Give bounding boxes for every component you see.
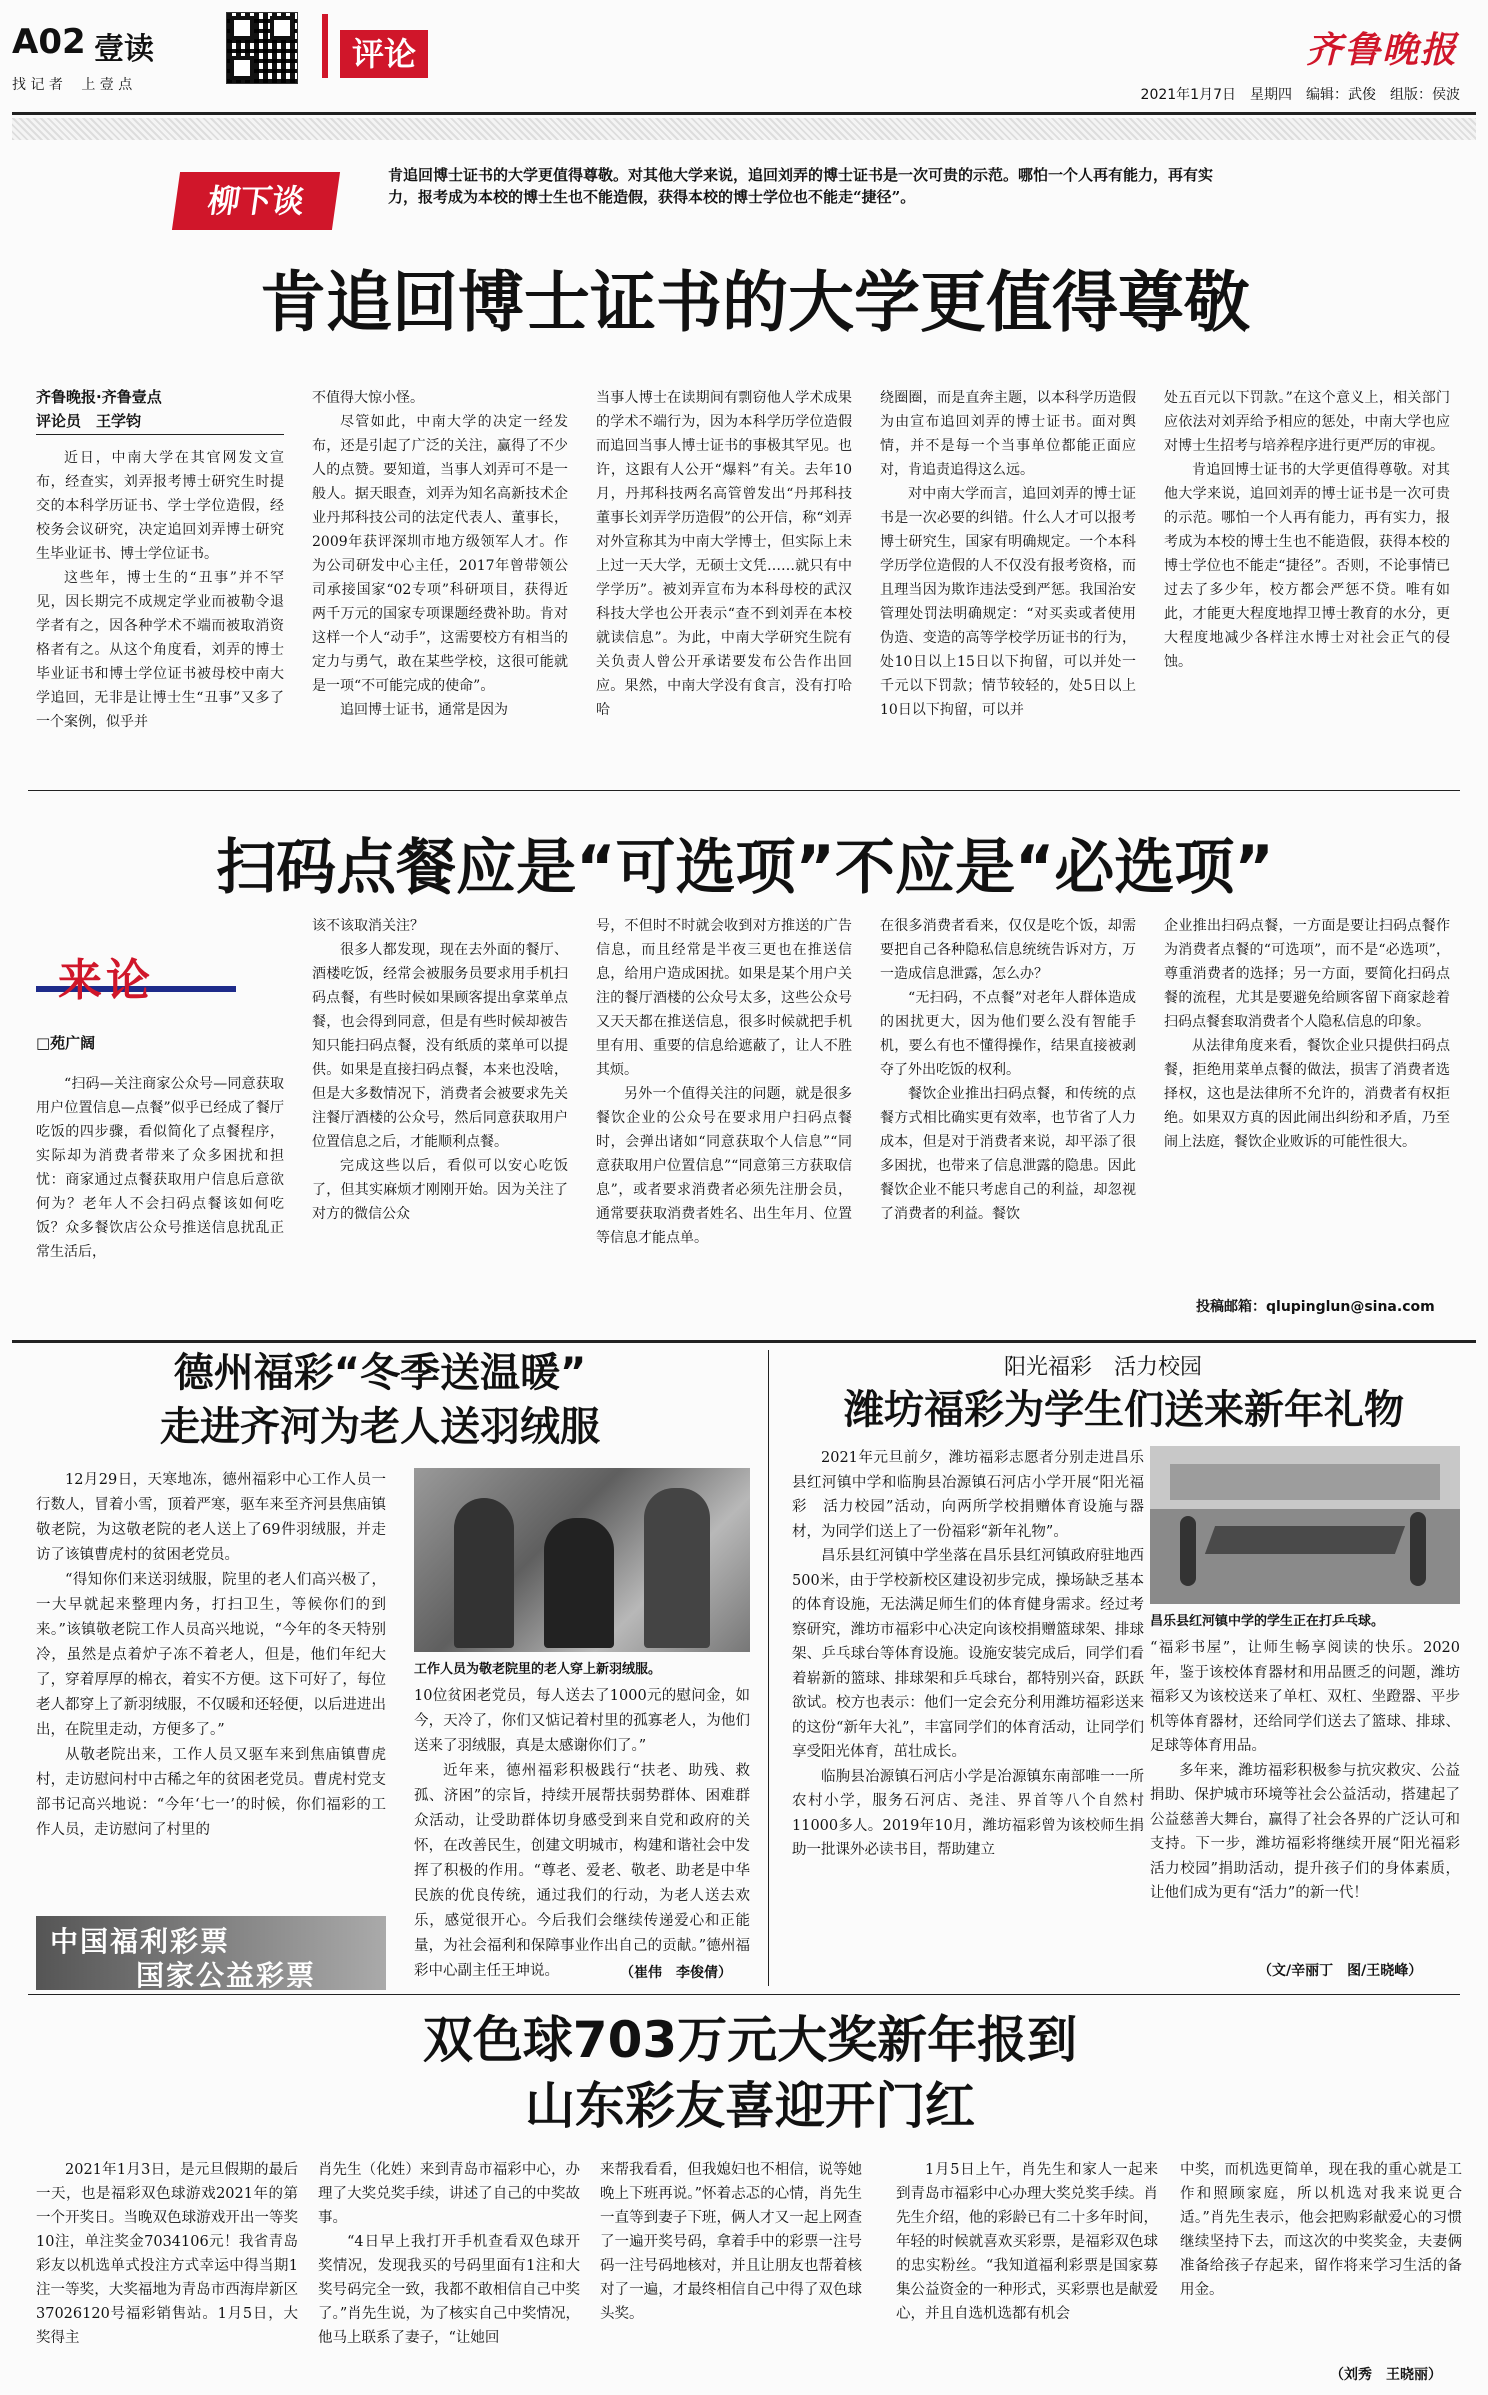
article2-para: 从法律角度来看，餐饮企业只提供扫码点餐，拒绝用菜单点餐的做法，损害了消费者选择权，这也是法律所不允许的，消费者有权拒绝。如果双方真的因此闹出纠纷和矛盾，乃至闹上法庭，餐饮企业败诉的可能性很大。 <box>1164 1038 1450 1150</box>
article3-para: 近年来，德州福彩积极践行“扶老、助残、救孤、济困”的宗旨，持续开展帮扶弱势群体、困难群众活动，让受助群体切身感受到来自党和政府的关怀，在改善民生，创建文明城市，构建和谐社会中发挥了积极的作用。“尊老、爱老、敬老、助老是中华民族的优良传统，通过我们的行动，为老人送去欢乐，感觉很开心。今后我们会继续传递爱心和正能量，为社会福利和保障事业作出自己的贡献。”德州福彩中心副主任王坤说。 <box>414 1763 750 1979</box>
article4-para: 临朐县冶源镇石河店小学是冶源镇东南部唯一一所农村小学，服务石河店、尧洼、界首等八个自然村11000多人。2019年10月，潍坊福彩曾为该校师生捐助一批课外必读书目，帮助建立 <box>792 1768 1144 1858</box>
article1-column-1 <box>36 446 284 766</box>
article2-column-5 <box>1164 914 1450 1274</box>
article1-para: 不值得大惊小怪。 <box>312 390 424 406</box>
article5-credit: （刘秀 王晓丽） <box>1330 2367 1442 2383</box>
article1-summary: 肯追回博士证书的大学更值得尊敬。对其他大学来说，追回刘弄的博士证书是一次可贵的示范。哪怕一个人再有能力，再有实力，报考成为本校的博士生也不能造假，获得本校的博士学位也不能走“捷径”。 <box>388 166 1214 206</box>
article1-column-2 <box>312 386 568 766</box>
article1-para: 肯追回博士证书的大学更值得尊敬。对其他大学来说，追回刘弄的博士证书是一次可贵的示范。哪怕一个人再有能力，再有实力，报考成为本校的博士生也不能造假，获得本校的博士学位也不能走“捷径”。否则，不论事情已过去了多少年，校方都会严惩不贷。唯有如此，才能更大程度地捍卫博士教育的水分，更大程度地减少各样注水博士对社会正气的侵蚀。 <box>1164 462 1450 670</box>
qr-code[interactable] <box>226 12 298 84</box>
article4-column-2 <box>1150 1636 1475 1956</box>
article4-photo-caption: 昌乐县红河镇中学的学生正在打乒乓球。 <box>1150 1614 1385 1629</box>
article3-photo-caption: 工作人员为敬老院里的老人穿上新羽绒服。 <box>414 1662 662 1677</box>
article5-para: 2021年1月3日，是元旦假期的最后一天，也是福彩双色球游戏2021年的第一个开奖日。当晚双色球游戏开出一等奖10注，单注奖金7034106元！我省青岛彩友以机选单式投注方式幸运中得当期1注一等奖，大奖福地为青岛市西海岸新区37026120号福彩销售站。1月5日，大奖得主 <box>36 2162 298 2346</box>
column-label-liuxiatan: 柳下谈 <box>172 172 340 230</box>
article1-byline2: 评论员 王学钧 <box>36 412 142 430</box>
article2-para: 很多人都发现，现在去外面的餐厅、酒楼吃饭，经常会被服务员要求用手机扫码点餐，有些时候如果顾客提出拿菜单点餐，也会得到同意，但是有些时候却被告知只能扫码点餐，没有纸质的菜单可以提供。如果是直接扫码点餐，本来也没啥，但是大多数情况下，消费者会被要求先关注餐厅酒楼的公众号，然后同意获取用户位置信息之后，才能顺利点餐。 <box>312 942 568 1150</box>
article1-title: 肯追回博士证书的大学更值得尊敬 <box>260 264 1250 341</box>
article4-bottom-rule <box>28 1994 1460 1995</box>
article4-para: “福彩书屋”，让师生畅享阅读的快乐。2020年，鉴于该校体育器材和用品匮乏的问题，潍坊福彩又为该校送来了单杠、双杠、坐蹬器、平步机等体育器材，还给同学们送去了篮球、排球、足球等体育用品。 <box>1150 1640 1460 1754</box>
article2-para: 完成这些以后，看似可以安心吃饭了，但其实麻烦才刚刚开始。因为关注了对方的微信公众 <box>312 1158 568 1222</box>
article2-author: □苑广阔 <box>36 1034 96 1052</box>
article2-column-2 <box>312 914 568 1328</box>
article4-credit: （文/辛丽丁 图/王晓峰） <box>1258 1963 1423 1979</box>
article2-para: 该不该取消关注？ <box>312 918 424 934</box>
article1-para: 尽管如此，中南大学的决定一经发布，还是引起了广泛的关注，赢得了不少人的点赞。要知道，当事人刘弄可不是一般人。据天眼查，刘弄为知名高新技术企业丹邦科技公司的法定代表人、董事长，2009年获评深圳市地方级领军人才。作为公司研发中心主任，2017年曾带领公司承接国家“02专项”科研项目，获得近两千万元的国家专项课题经费补助。肯对这样一个人“动手”，这需要校方有相当的定力与勇气，敢在某些学校，这很可能就是一项“不可能完成的使命”。 <box>312 414 568 694</box>
vertical-divider <box>768 1350 769 1986</box>
article3-column-2 <box>414 1684 750 1979</box>
photo-feather-jacket-donation <box>414 1468 750 1652</box>
article2-contact-email[interactable]: 投稿邮箱：qlupinglun@sina.com <box>1196 1299 1435 1315</box>
article2-para: “无扫码，不点餐”对老年人群体造成的困扰更大，因为他们要么没有智能手机，要么有也不懂得操作，结果直接被剥夺了外出吃饭的权利。 <box>880 990 1136 1078</box>
page-number: A02 <box>12 22 86 62</box>
article1-column-5 <box>1164 386 1450 766</box>
article5-para: 来帮我看看，但我媳妇也不相信，说等她晚上下班再说。”怀着忐忑的心情，肖先生一直等到妻子下班，俩人才又一起上网查了一遍开奖号码，拿着手中的彩票一注号码一注号码地核对，并且让朋友也帮着核对了一遍，才最终相信自己中得了双色球头奖。 <box>600 2162 862 2322</box>
article2-para: 号，不但时不时就会收到对方推送的广告信息，而且经常是半夜三更也在推送信息，给用户造成困扰。如果是某个用户关注的餐厅酒楼的公众号太多，这些公众号又天天都在推送信息，很多时候就把手机里有用、重要的信息给遮蔽了，让人不胜其烦。 <box>596 918 852 1078</box>
column-label-lailun: 来论 <box>58 955 154 1006</box>
article2-para: 另外一个值得关注的问题，就是很多餐饮企业的公众号在要求用户扫码点餐时，会弹出诸如“同意获取个人信息”“同意获取用户位置信息”“同意第三方获取信息”，或者要求消费者必须先注册会员，通常要获取消费者姓名、出生年月、位置等信息才能点单。 <box>596 1086 852 1246</box>
article1-bottom-rule <box>28 790 1460 791</box>
article2-column-1 <box>36 1072 284 1328</box>
article2-column-3 <box>596 914 852 1328</box>
article3-para: 10位贫困老党员，每人送去了1000元的慰问金，如今，天冷了，你们又惦记着村里的孤寡老人，为他们送来了羽绒服，真是太感谢你们了。” <box>414 1688 750 1754</box>
article5-para: 1月5日上午，肖先生和家人一起来到青岛市福彩中心办理大奖兑奖手续。肖先生介绍，他的彩龄已有二十多年时间，年轻的时候就喜欢买彩票，是福彩双色球的忠实粉丝。“我知道福利彩票是国家募集公益资金的一种形式，买彩票也是献爱心，并且自选机选都有机会 <box>896 2162 1158 2322</box>
article5-para: 肖先生（化姓）来到青岛市福彩中心，办理了大奖兑奖手续，讲述了自己的中奖故事。 <box>318 2162 580 2226</box>
article1-para: 对中南大学而言，追回刘弄的博士证书是一次必要的纠错。什么人才可以报考博士研究生，国家有明确规定。一个本科学历学位造假的人不仅没有报考资格，而且理当因为欺诈违法受到严惩。我国治安管理处罚法明确规定：“对买卖或者使用伪造、变造的高等学校学历证书的行为，处10日以上15日以下拘留，可以并处一千元以下罚款；情节较轻的，处5日以上10日以下拘留，可以并 <box>880 486 1136 718</box>
article5-column-4 <box>896 2158 1158 2388</box>
article2-column-4 <box>880 914 1136 1328</box>
section-name: 壹读 <box>94 32 154 67</box>
article5-para: 中奖，而机选更简单，现在我的重心就是工作和照顾家庭，所以机选对我来说更合适。”肖先生表示，他会把购彩献爱心的习惯继续坚持下去，而这次的中奖奖金，夫妻俩准备给孩子存起来，留作将来学习生活的备用金。 <box>1180 2162 1462 2298</box>
article1-column-4 <box>880 386 1136 766</box>
article2-para: 企业推出扫码点餐，一方面是要让扫码点餐作为消费者点餐的“可选项”，而不是“必选项”，尊重消费者的选择；另一方面，要简化扫码点餐的流程，尤其是要避免给顾客留下商家趁着扫码点餐套取消费者个人隐私信息的印象。 <box>1164 918 1450 1030</box>
article4-column-1 <box>792 1446 1144 1980</box>
article1-para: 当事人博士在读期间有剽窃他人学术成果的学术不端行为，因为本科学历学位造假而追回当事人博士证书的事极其罕见。也许，这跟有人公开“爆料”有关。去年10月，丹邦科技两名高管曾发出“丹邦科技董事长刘弄学历造假”的公开信，称“刘弄对外宣称其为中南大学博士，但实际上未上过一天大学，无硕士文凭……就只有中学学历”。被刘弄宣布为本科母校的武汉科技大学也公开表示“查不到刘弄在本校就读信息”。为此，中南大学研究生院有关负责人曾公开承诺要发布公告作出回应。果然，中南大学没有食言，没有打哈哈 <box>596 390 852 718</box>
column-tag: 评论 <box>340 30 428 78</box>
article2-title: 扫码点餐应是“可选项”不应是“必选项” <box>216 833 1274 903</box>
article5-column-1 <box>36 2158 298 2388</box>
article4-title: 潍坊福彩为学生们送来新年礼物 <box>844 1387 1404 1433</box>
article3-para: 12月29日，天寒地冻，德州福彩中心工作人员一行数人，冒着小雪，顶着严寒，驱车来至齐河县焦庙镇敬老院，为这敬老院的老人送上了69件羽绒服，并走访了该镇曹虎村的贫困老党员。 <box>36 1472 386 1563</box>
slogan: 找 记 者 上 壹 点 <box>12 77 133 93</box>
byline-divider <box>36 434 284 435</box>
article2-para: 餐饮企业推出扫码点餐，和传统的点餐方式相比确实更有效率，也节省了人力成本，但是对于消费者来说，却平添了很多困扰，也带来了信息泄露的隐患。因此餐饮企业不能只考虑自己的利益，却忽视了消费者的利益。餐饮 <box>880 1086 1136 1222</box>
article3-para: “得知你们来送羽绒服，院里的老人们高兴极了，一大早就起来整理内务，打扫卫生，等候你们的到来。”该镇敬老院工作人员高兴地说，“今年的冬天特别冷，虽然是点着炉子冻不着老人，但是，他们年纪大了，穿着厚厚的棉衣，着实不方便。这下可好了，每位老人都穿上了新羽绒服，不仅暖和还轻便，以后进进出出，在院里走动，方便多了。” <box>36 1572 386 1738</box>
article1-para: 追回博士证书，通常是因为 <box>340 702 508 718</box>
lottery-logo <box>36 1916 386 1990</box>
article3-column-1 <box>36 1468 386 1908</box>
article3-title-line1: 德州福彩“冬季送温暖” <box>173 1350 587 1396</box>
article4-kicker: 阳光福彩 活力校园 <box>1004 1355 1203 1380</box>
article3-credit: （崔伟 李俊倩） <box>620 1965 732 1981</box>
article1-byline1: 齐鲁晚报·齐鲁壹点 <box>36 388 162 406</box>
article1-para: 绕圈圈，而是直奔主题，以本科学历造假为由宣布追回刘弄的博士证书。面对舆情，并不是每一个当事单位都能正面应对，肯追责追得这么远。 <box>880 390 1136 478</box>
article5-column-5 <box>1180 2158 1462 2362</box>
article1-para: 这些年，博士生的“丑事”并不罕见，因长期完不成规定学业而被勒令退学者有之，因各种学术不端而被取消资格者有之。从这个角度看，刘弄的博士毕业证书和博士学位证书被母校中南大学追回，无非是让博士生“丑事”又多了一个案例，似乎并 <box>36 570 284 730</box>
article5-para: “4日早上我打开手机查看双色球开奖情况，发现我买的号码里面有1注和大奖号码完全一致，我都不敢相信自己中奖了。”肖先生说，为了核实自己中奖情况，他马上联系了妻子，“让她回 <box>318 2234 580 2346</box>
lottery-logo-line1: 中国福利彩票 <box>50 1925 231 1958</box>
article4-para: 2021年元旦前夕，潍坊福彩志愿者分别走进昌乐县红河镇中学和临朐县冶源镇石河店小学开展“阳光福彩 活力校园”活动，向两所学校捐赠体育设施与器材，为同学们送上了一份福彩“新年礼物”。 <box>792 1450 1144 1540</box>
article5-title-line1: 双色球703万元大奖新年报到 <box>422 2011 1078 2069</box>
column-tag-frame <box>322 14 328 78</box>
article2-para: “扫码—关注商家公众号—同意获取用户位置信息—点餐”似乎已经成了餐厅吃饭的四步骤，看似简化了点餐程序，实际却为消费者带来了众多困扰和担忧：商家通过点餐获取用户信息后意欲何为？老年人不会扫码点餐该如何吃饭？众多餐饮店公众号推送信息扰乱正常生活后， <box>36 1076 284 1260</box>
article2-bottom-rule <box>12 1340 1476 1343</box>
date-line: 2021年1月7日 星期四 编辑：武俊 组版：侯波 <box>1140 87 1460 103</box>
article5-column-2 <box>318 2158 580 2388</box>
article2-para: 在很多消费者看来，仅仅是吃个饭，却需要把自己各种隐私信息统统告诉对方，万一造成信息泄露，怎么办？ <box>880 918 1136 982</box>
article1-para: 近日，中南大学在其官网发文宣布，经查实，刘弄报考博士研究生时提交的本科学历证书、学士学位造假，经校务会议研究，决定追回刘弄博士研究生毕业证书、博士学位证书。 <box>36 450 284 562</box>
lottery-logo-line2: 国家公益彩票 <box>136 1959 317 1992</box>
column-label-frame <box>36 944 236 1006</box>
article5-title-line2: 山东彩友喜迎开门红 <box>525 2077 975 2135</box>
article4-para: 昌乐县红河镇中学坐落在昌乐县红河镇政府驻地西500米，由于学校新校区建设初步完成，操场缺乏基本的体育设施，无法满足师生们的体育健身需求。经过考察研究，潍坊市福彩中心决定向该校捐赠篮球架、排球架、乒乓球台等体育设施。设施安装完成后，同学们看着崭新的篮球、排球架和乒乓球台，都特别兴奋，跃跃欲试。校方也表示：他们一定会充分利用潍坊福彩送来的这份“新年大礼”，丰富同学们的体育活动，让同学们享受阳光体育，茁壮成长。 <box>792 1548 1144 1760</box>
article1-column-3 <box>596 386 852 766</box>
article3-title-line2: 走进齐河为老人送羽绒服 <box>160 1404 600 1450</box>
article1-para: 处五百元以下罚款。”在这个意义上，相关部门应依法对刘弄给予相应的惩处，中南大学也应对博士生招考与培养程序进行更严厉的审视。 <box>1164 390 1450 454</box>
masthead-rule <box>12 112 1476 115</box>
article3-para: 从敬老院出来，工作人员又驱车来到焦庙镇曹虎村，走访慰问村中古稀之年的贫困老党员。曹虎村党支部书记高兴地说：“今年‘七一’的时候，你们福彩的工作人员，走访慰问了村里的 <box>36 1747 386 1838</box>
newspaper-logo: 齐鲁晚报 <box>1305 29 1458 71</box>
masthead-band <box>12 118 1476 140</box>
article4-para: 多年来，潍坊福彩积极参与抗灾救灾、公益捐助、保护城市环境等社会公益活动，搭建起了公益慈善大舞台，赢得了社会各界的广泛认可和支持。下一步，潍坊福彩将继续开展“阳光福彩 活力校园”捐助活动，提升孩子们的身体素质，让他们成为更有“活力”的新一代！ <box>1150 1762 1475 1901</box>
photo-table-tennis <box>1150 1446 1460 1604</box>
article5-column-3 <box>600 2158 862 2388</box>
